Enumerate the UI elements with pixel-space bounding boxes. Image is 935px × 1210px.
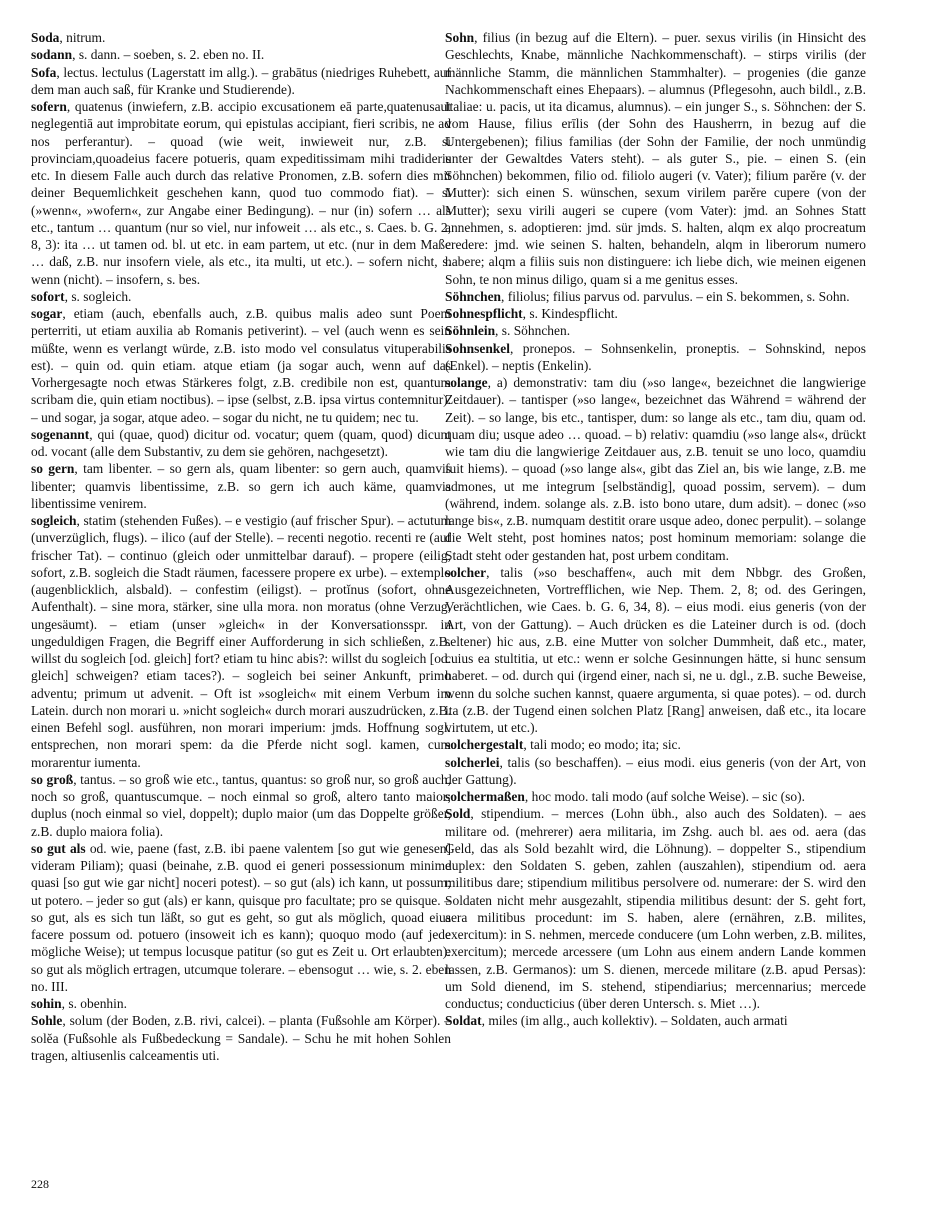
entry-sohnespflicht: Sohnespflicht, s. Kindespflicht. xyxy=(445,306,618,321)
left-column xyxy=(31,29,451,1064)
entry-so-gut-als: so gut als od. wie, paene (fast, z.B. ibi paene valentem [so gut wie genesen] videram Piliam); quasi (beinahe, z.B. quod ei generi possessionum minime quasi [so gut wie gar nicht] noceri potest). – so gut (als) ich kann, ut possum; ut potero. – jeder so gut (als) er kann, quisque pro facultate; pro se quisque. – so gut, als es sich tun läßt, so gut es geht, so gut als möglich, quoad eius facere possum od. potuero (insoweit ich es kann); quoquo modo (auf jede mögliche Weise); ut tempus locusque patitur (so gut es Zeit u. Ort erlaubten): so gut als möglich ertragen, utcumque tolerare. – ebensogut … wie, s. 2. eben no. III. xyxy=(31,840,451,994)
entry-sohin: sohin, s. obenhin. xyxy=(31,996,127,1011)
entry-sold: Sold, stipendium. – merces (Lohn übh., also auch des Soldaten). – aes militare od. (mehrerer) aera militaria, im Zshg. auch bl. aes od. aera (das Geld, das als Sold bezahlt wird, die Löhnung). – doppelter S., stipendium duplex: den Soldaten S. geben, zahlen (auszahlen), stipendium od. aera militibus dare; stipendium militibus persolvere od. numerare: der S. wird den Soldaten nicht mehr ausgezahlt, stipendia militibus desunt: der S. geht fort, aera militibus procedunt: im S. haben, alere (ernähren, z.B. milites, exercitum): in S. nehmen, mercede conducere (um Lohn werben, z.B. milites, exercitum); mercede arcessere (um Lohn aus einem andern Lande kommen lassen, z.B. Germanos): um S. dienen, mercede militare (z.B. apud Persas): um Sold dienend, im S. stehend, stipendiarius; mercennarius; mercede conductus; conducticius (über deren Untersch. s. Miet …). xyxy=(445,806,866,1011)
entry-sofern: sofern, quatenus (inwiefern, z.B. accipio excusationem eā parte,quatenusaut neglegentiā aut improbitate eorum, qui epistulas accipiant, fieri scribis, ne ad nos perferantur). – quoad (wie weit, inwieweit nur, z.B. si provinciam,quoadeius facere potueris, quam expeditissimam mihi tradideris etc. In diesem Falle auch durch das relative Pronomen, z.B. sofern dies mit deiner Bequemlichkeit geschehen kann, quod tuo commodo fiat). – si (»wenn«, »wofern«, zur Angabe einer Bedingung). – nur (in) sofern … als etc., tantum … quantum (nur so viel, nur infoweit … als etc., s. Caes. b. G. 2, 8, 3): ita … ut tamen od. bl. ut etc. in eam partem, ut etc. (nur in dem Maße … daß, z.B. nur insofern viele, als etc., ita multi, ut etc.). – sofern nicht, s. wenn (nicht). – insofern, s. bes. xyxy=(31,99,451,287)
entry-sofa: Sofa, lectus. lectulus (Lagerstatt im allg.). – grabātus (niedriges Ruhebett, auf dem man auch saß, für Kranke und Studierende). xyxy=(31,64,451,97)
entry-solchergestalt: solchergestalt, tali modo; eo modo; ita; sic. xyxy=(445,737,681,753)
page-number: 228 xyxy=(31,1177,49,1191)
entry-solange: solange, a) demonstrativ: tam diu (»so lange«, bezeichnet die langwierige Zeitdauer). – tantisper (»so lange«, bezeichnet das Während = während der Zeit). – so lange, bis etc., tantisper, dum: so lange als etc., tam diu, quam od. quam diu; usque adeo … quoad. – b) relativ: quamdiu (»so lange als«, drückt wie tam diu die langwierige Zeitdauer aus, z.B. tenuit se uno loco, quamdiu fuit hiems). – quoad (»so lange als«, gibt das Ziel an, bis wie lange, z.B. me admones, ut me integrum [selbständig], quoad possim, servem). – dum (während, indem. solange als. z.B. isto bono utare, dum adsit). – donec (»so lange bis«, z.B. numquam destitit orare usque adeo, donec perpulit). – solange die Welt steht, post homines natos; post hominum memoriam: solange die Stadt steht oder gestanden hat, post urbem conditam. xyxy=(445,375,866,563)
entry-sodann: sodann, s. dann. – soeben, s. 2. eben no. II. xyxy=(31,47,265,63)
entry-sofort: sofort, s. sogleich. xyxy=(31,288,132,304)
entry-soehnlein: Söhnlein, s. Söhnchen. xyxy=(445,323,571,339)
entry-sogar: sogar, etiam (auch, ebenfalls auch, z.B. quibus malis adeo sunt Poeni perterriti, ut etiam auxilia ab Romanis petiverint). – vel (auch wenn es sein müßte, wenn es verlangt würde, z.B. isto modo vel consulatus vituperabilis est). – quin od. quin etiam. atque etiam (ja sogar auch, wenn auf das Vorhergesagte noch etwas Stärkeres folgt, z.B. credibile non est, quantum scribam die, quin etiam noctibus). – ipse (selbst, z.B. ipsa virtus contemnitur). – und sogar, ja sogar, atque adeo. – sogar du nicht, ne tu quidem; nec tu. xyxy=(31,306,451,425)
entry-so-gern: so gern, tam libenter. – so gern als, quam libenter: so gern auch, quamvis libenter; quamvis libentissime, z.B. so gern ich auch käme, quamvis libentissime venirem. xyxy=(31,461,451,511)
entry-solcher: solcher, talis (»so beschaffen«, auch mit dem Nbbgr. des Großen, Ausgezeichneten, Vortrefflichen, wie Nep. Them. 2, 8; od. des Geringen, Verächtlichen, wie Caes. b. G. 6, 34, 8). – eius modi. eius generis (von der Art, von der Gattung). – Auch drücken es die Lateiner durch is od. (doch seltener) hic aus, z.B. eine Mutter von solcher Dummheit, daß etc., mater, cuius ea stultitia, ut etc.: wenn er solche Gesinnungen hätte, si hunc sensum haberet. – od. durch qui (irgend einer, nach si, ne u. dgl., z.B. suche Beweise, wenn du solche suchen kannst, quaere argumenta, si quae potes). – od. durch ita (z.B. der Tugend einen solchen Platz [Rang] anweisen, daß etc., ita locare virtutem, ut etc.). xyxy=(445,564,866,735)
entry-sogenannt: sogenannt, qui (quae, quod) dicitur od. vocatur; quem (quam, quod) dicunt od. vocant (alle dem Substantiv, zu dem sie gehören, nachgesetzt). xyxy=(31,426,451,459)
entry-sohn: Sohn, filius (in bezug auf die Eltern). – puer. sexus virilis (in Hinsicht des Geschlechts, Knabe, männliche Nachkommenschaft). – stirps virilis (der männliche Stamm, die männlichen Stammhalter). – progenies (die ganze Nachkommenschaft eines Ehepaars). – alumnus (Pflegesohn, auch bildl., z.B. Italiae: u. pacis, ut ita dicamus, alumnus). – ein junger S., s. Söhnchen: der S. vom Hause, filius erīlis (der Sohn des Hausherrn, in bezug auf die Untergebenen); filius familias (der Sohn der Familie, der noch unmündig unter der Gewaltdes Vaters steht). – als guter S., pie. – einen S. (ein Söhnchen) bekommen, filio od. filiolo augeri (v. Vater); filium parĕre (v. der Mutter): sich einen S. wünschen, sexum virilem parĕre cupere (von der Mutter); sexu virili augeri se cupere (vom Vater): jmd. an Sohnes Statt annehmen, s. adoptieren: jmd. sür jmds. S. halten, alqm ex alqo procreatum credere: jmd. wie seinen S. halten, behandeln, alqm in liberorum numero habere; alqm a filiis suis non distinguere: ich liebe dich, wie meinen eigenen Sohn, te non minus diligo, quam si a me genitus esses. xyxy=(445,30,866,287)
entry-sogleich: sogleich, statim (stehenden Fußes). – e vestigio (auf frischer Spur). – actutum (unverzüglich, flugs). – ilico (auf der Stelle). – recenti negotio. recenti re (auf frischer Tat). – continuo (gleich oder unmittelbar darauf). – propere (eilig, sofort, z.B. sogleich die Stadt räumen, facessere propere ex urbe). – extemplo (augenblicklich, alsbald). – confestim (eiligst). – protĭnus (sofort, ohne Aufenthalt). – sine mora, stärker, sine ulla mora. non moratus (ohne Verzug, ungesäumt). – etiam (unser »gleich« in der Konversationsspr. in ungeduldigen Fragen, die Begriff einer Aufforderung in sich schließen, z.B. willst du sogleich [od. gleich] fort? etiam tu hinc abis?: willst du sogleich [od. gleich] schweigen? etiam taces?). – sogleich bei seiner Ankunft, primo adventu; primum ut advenit. – Oft ist »sogleich« mit einem Verbum im Latein. durch non morari u. »nicht sogleich« durch morari auszudrücken, z.B. einen Befehl sogl. ausführen, non morari imperium: jmds. Hoffnung sogl. entsprechen, non morari spem: da die Pferde nicht sogl. kamen, cum morarentur iumenta. xyxy=(31,513,451,770)
entry-soldat: Soldat, miles (im allg., auch kollektiv). – Soldaten, auch armati xyxy=(445,1013,788,1029)
entry-solchermassen: solchermaßen, hoc modo. tali modo (auf solche Weise). – sic (so). xyxy=(445,789,805,804)
entry-soda: Soda, nitrum. xyxy=(31,30,106,45)
entry-sohle: Sohle, solum (der Boden, z.B. rivi, calcei). – planta (Fußsohle am Körper). – solĕa (Fußsohle als Fußbedeckung = Sandale). – Schu he mit hohen Sohlen tragen, altiusenlis calceamentis uti. xyxy=(31,1013,451,1063)
entry-so-gross: so groß, tantus. – so groß wie etc., tantus, quantus: so groß nur, so groß auch, noch so groß, quantuscumque. – noch einmal so groß, altero tanto maior; duplus (noch einmal so viel, doppelt); duplo maior (um das Doppelte größer, z.B. duplo maiora folia). xyxy=(31,771,451,839)
entry-soehnchen: Söhnchen, filiolus; filius parvus od. parvulus. – ein S. bekommen, s. Sohn. xyxy=(445,288,850,304)
entry-solcherlei: solcherlei, talis (so beschaffen). – eius modi. eius generis (von der Art, von der Gattung). xyxy=(445,754,866,787)
entry-sohnsenkel: Sohnsenkel, pronepos. – Sohnsenkelin, proneptis. – Sohnskind, nepos (Enkel). – neptis (Enkelin). xyxy=(445,340,866,373)
right-column xyxy=(445,29,866,1030)
